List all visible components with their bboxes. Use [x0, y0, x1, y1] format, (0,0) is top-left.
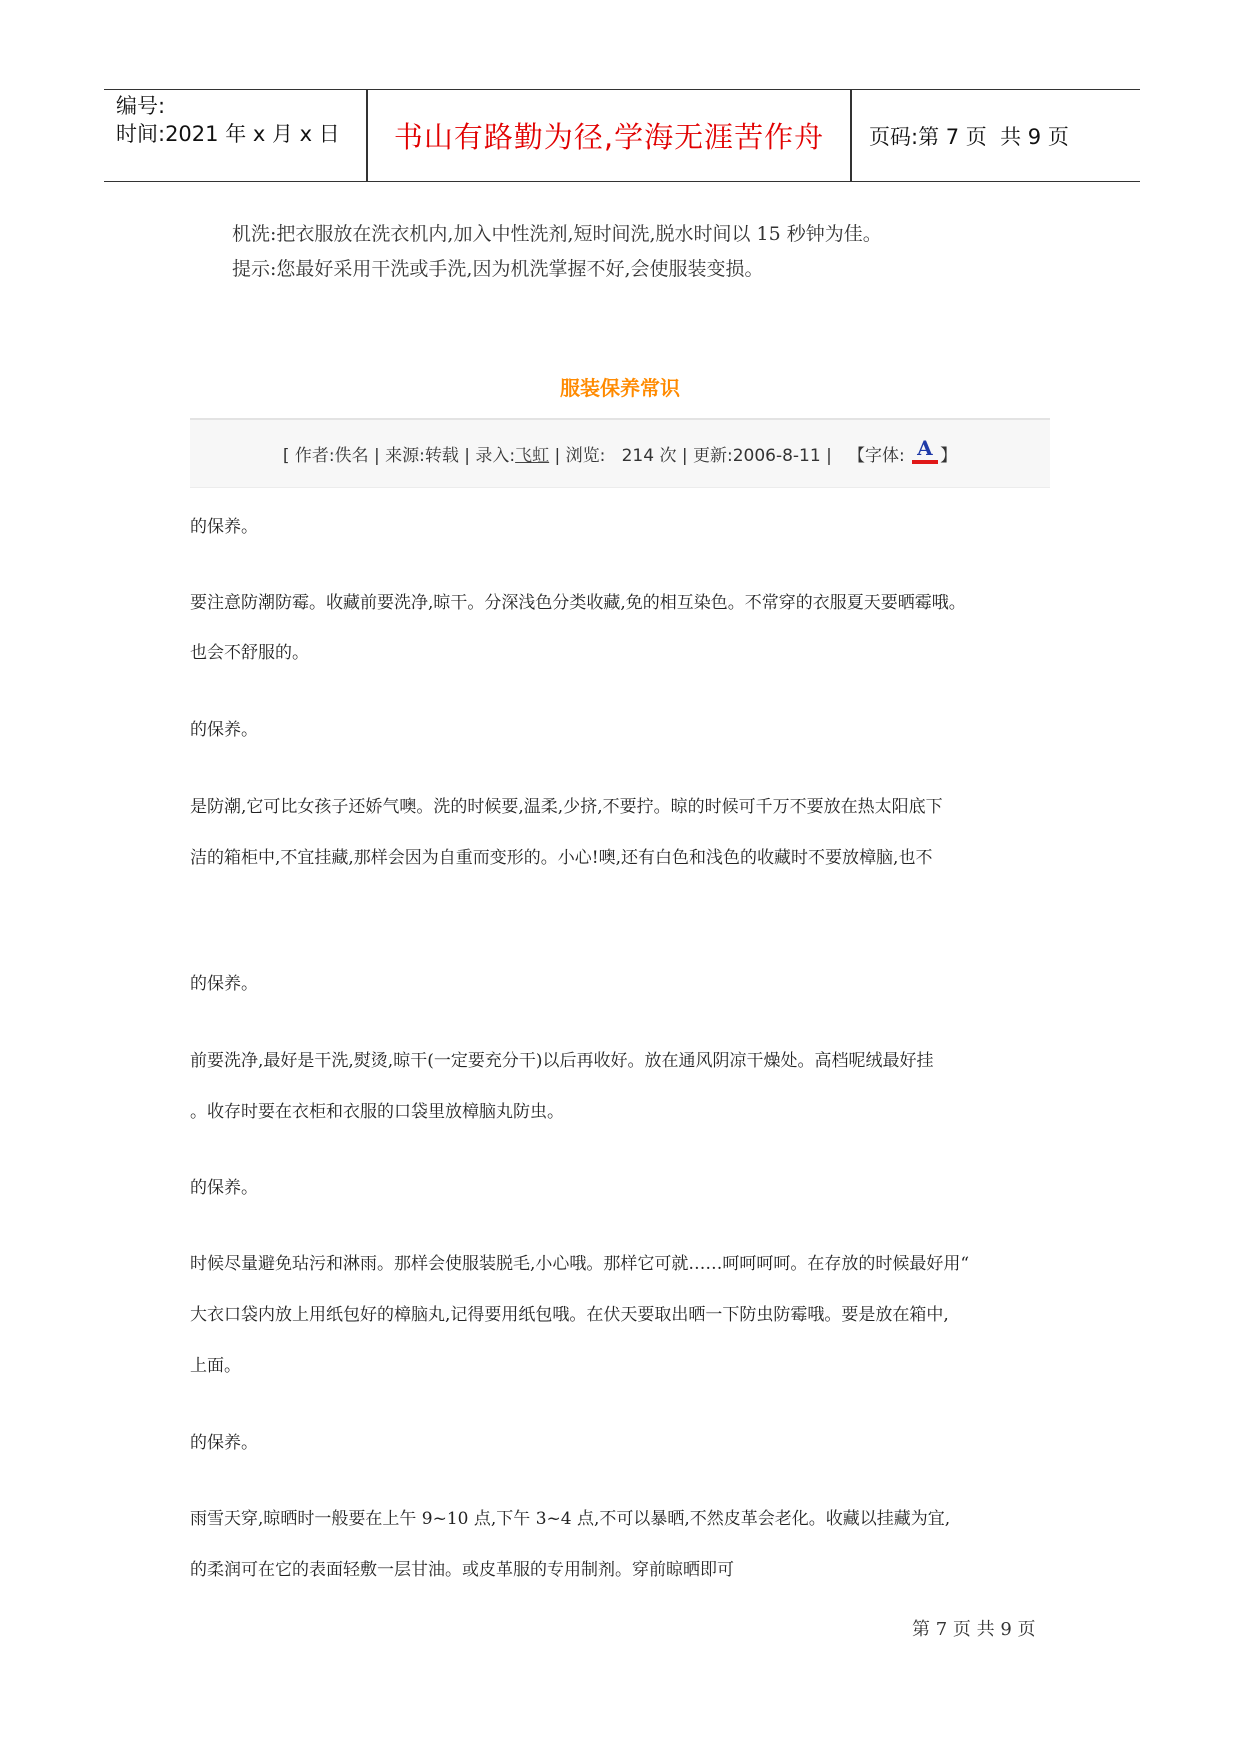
body-line: 的保养。 [190, 1433, 258, 1453]
recorder-link[interactable]: 飞虹 [515, 446, 550, 466]
body-line: 洁的箱柜中,不宜挂藏,那样会因为自重而变形的。小心!噢,还有白色和浅色的收藏时不要放樟脑,也不 [190, 848, 933, 868]
body-line: 大衣口袋内放上用纸包好的樟脑丸,记得要用纸包哦。在伏天要取出晒一下防虫防霉哦。要是放在箱中, [190, 1305, 949, 1325]
number-label: 编号: [116, 94, 166, 118]
header-info [116, 92, 366, 148]
meta-suffix: 】 [940, 446, 958, 466]
body-line: 雨雪天穿,晾晒时一般要在上午 9~10 点,下午 3~4 点,不可以暴晒,不然皮革会老化。收藏以挂藏为宜, [190, 1509, 951, 1529]
body-line: 的保养。 [190, 720, 258, 740]
header-divider [850, 90, 852, 181]
page-footer: 第 7 页 共 9 页 [912, 1619, 1036, 1640]
body-line: 的柔润可在它的表面轻敷一层甘油。或皮革服的专用制剂。穿前晾晒即可 [190, 1560, 734, 1580]
body-line: 的保养。 [190, 1178, 258, 1198]
article-meta-bar [190, 418, 1050, 488]
body-line: 前要洗净,最好是干洗,熨烫,晾干(一定要充分干)以后再收好。放在通风阴凉干燥处。高档呢绒最好挂 [190, 1051, 934, 1071]
document-header [104, 89, 1140, 182]
meta-middle: | 浏览: 214 次 | 更新:2006-8-11 | 【字体: [549, 446, 911, 466]
body-line: 的保养。 [190, 974, 258, 994]
font-icon-bar [912, 460, 938, 464]
header-page-label: 页码:第 7 页 共 9 页 [869, 124, 1069, 149]
article-body [190, 500, 1050, 1580]
font-size-icon[interactable] [912, 435, 938, 466]
intro-line: 机洗:把衣服放在洗衣机内,加入中性洗剂,短时间洗,脱水时间以 15 秒钟为佳。 [232, 223, 882, 245]
time-label: 时间:2021 年 x 月 x 日 [116, 122, 340, 146]
article-title: 服装保养常识 [560, 376, 680, 400]
body-line: 要注意防潮防霉。收藏前要洗净,晾干。分深浅色分类收藏,免的相互染色。不常穿的衣服夏天要晒霉哦。 [190, 593, 966, 613]
font-icon-letter: A [917, 435, 933, 460]
body-line: 时候尽量避免玷污和淋雨。那样会使服装脱毛,小心哦。那样它可就……呵呵呵呵。在存放的时候最好用“ [190, 1254, 970, 1274]
body-line: 的保养。 [190, 517, 258, 537]
body-line: 上面。 [190, 1356, 241, 1376]
body-line: 。收存时要在衣柜和衣服的口袋里放樟脑丸防虫。 [190, 1102, 564, 1122]
body-line: 也会不舒服的。 [190, 643, 309, 663]
meta-prefix: [ 作者:佚名 | 来源:转载 | 录入: [282, 446, 516, 466]
body-line: 是防潮,它可比女孩子还娇气噢。洗的时候要,温柔,少挤,不要拧。晾的时候可千万不要放在热太阳底下 [190, 797, 943, 817]
header-motto: 书山有路勤为径,学海无涯苦作舟 [393, 120, 825, 154]
intro-line: 提示:您最好采用干洗或手洗,因为机洗掌握不好,会使服装变损。 [232, 258, 764, 280]
